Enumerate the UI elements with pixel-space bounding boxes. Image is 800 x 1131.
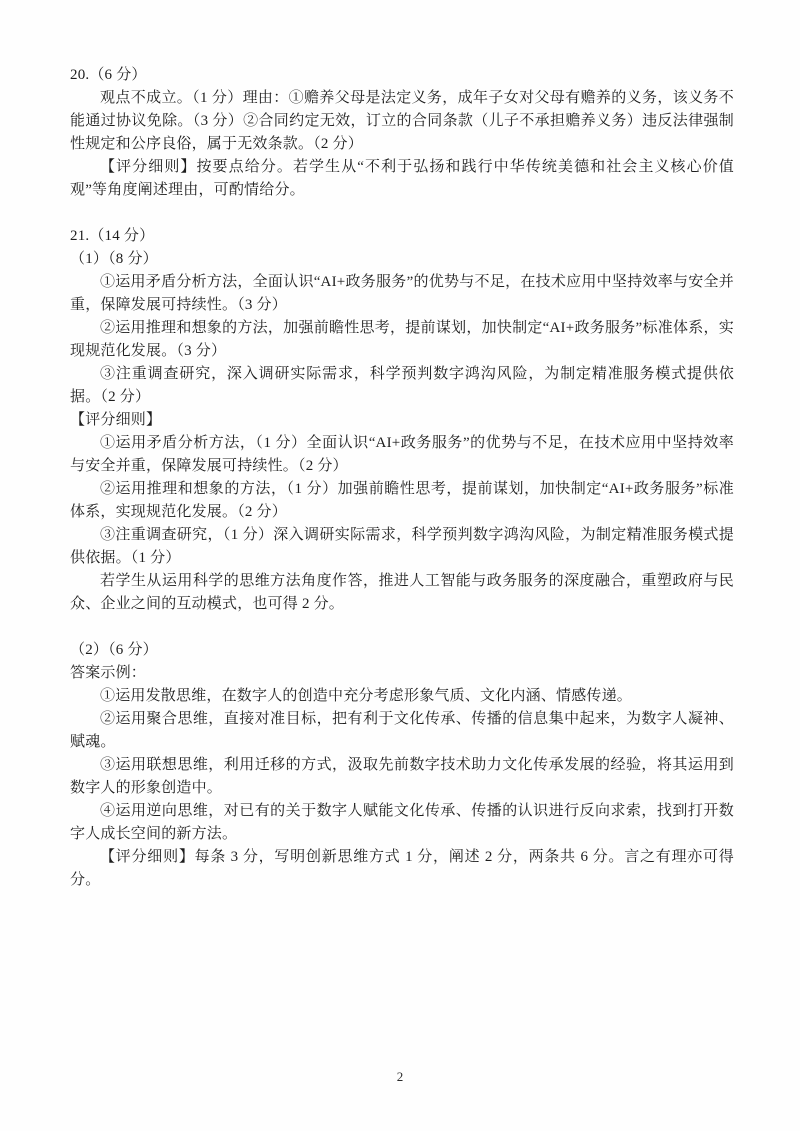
page-number: 2: [396, 1069, 404, 1084]
question-21-part1-heading: （1）（8 分）: [70, 251, 158, 267]
question-20-heading: 20.（6 分）: [70, 67, 147, 83]
question-21-part1-rubric-point-1: ①运用矛盾分析方法，（1 分）全面认识“AI+政务服务”的优势与不足，在技术应用中坚持效率与安全并重，保障发展可持续性。（2 分）: [70, 435, 734, 474]
question-20-answer: 观点不成立。（1 分）理由：①赡养父母是法定义务，成年子女对父母有赡养的义务，该义务不能通过协议免除。（3 分）②合同约定无效，订立的合同条款（儿子不承担赡养义务）违反法律强制性规定和公序良俗，属于无效条款。（2 分）: [70, 90, 734, 152]
question-21-part2-point-1: ①运用发散思维，在数字人的创造中充分考虑形象气质、文化内涵、情感传递。: [100, 688, 633, 704]
section-question-21: [70, 225, 734, 616]
section-spacer: [70, 202, 734, 225]
question-21-part1-rubric-point-2: ②运用推理和想象的方法，（1 分）加强前瞻性思考，提前谋划，加快制定“AI+政务服务”标准体系，实现规范化发展。（2 分）: [70, 481, 734, 520]
question-21-part1-point-2: ②运用推理和想象的方法，加强前瞻性思考，提前谋划，加快制定“AI+政务服务”标准体系，实现规范化发展。（3 分）: [70, 320, 734, 359]
question-21-part1-rubric-point-3: ③注重调查研究，（1 分）深入调研实际需求，科学预判数字鸿沟风险，为制定精准服务模式提供依据。（1 分）: [70, 527, 734, 566]
section-question-20: [70, 64, 734, 202]
question-21-part2-example-label: 答案示例：: [70, 665, 147, 681]
question-21-part1-rubric-heading: 【评分细则】: [70, 412, 162, 428]
section-spacer: [70, 616, 734, 639]
question-21-heading: 21.（14 分）: [70, 228, 155, 244]
question-20-rubric: 【评分细则】按要点给分。若学生从“不利于弘扬和践行中华传统美德和社会主义核心价值观”等角度阐述理由，可酌情给分。: [70, 159, 734, 198]
question-21-part2-point-3: ③运用联想思维，利用迁移的方式，汲取先前数字技术助力文化传承发展的经验，将其运用到数字人的形象创造中。: [70, 757, 734, 796]
question-21-part1-rubric-note: 若学生从运用科学的思维方法角度作答，推进人工智能与政务服务的深度融合，重塑政府与民众、企业之间的互动模式，也可得 2 分。: [70, 573, 734, 612]
question-21-part2-heading: （2）（6 分）: [70, 642, 158, 658]
section-question-21-part2: [70, 639, 734, 892]
question-21-part2-point-2: ②运用聚合思维，直接对准目标，把有利于文化传承、传播的信息集中起来，为数字人凝神、赋魂。: [70, 711, 734, 750]
question-21-part1-point-3: ③注重调查研究，深入调研实际需求，科学预判数字鸿沟风险，为制定精准服务模式提供依据。（2 分）: [70, 366, 734, 405]
question-21-part1-point-1: ①运用矛盾分析方法，全面认识“AI+政务服务”的优势与不足，在技术应用中坚持效率与安全并重，保障发展可持续性。（3 分）: [70, 274, 734, 313]
question-21-part2-point-4: ④运用逆向思维，对已有的关于数字人赋能文化传承、传播的认识进行反向求索，找到打开数字人成长空间的新方法。: [70, 803, 734, 842]
answer-key-content: [70, 64, 734, 892]
question-21-part2-rubric: 【评分细则】每条 3 分，写明创新思维方式 1 分，阐述 2 分，两条共 6 分。言之有理亦可得分。: [70, 849, 734, 888]
